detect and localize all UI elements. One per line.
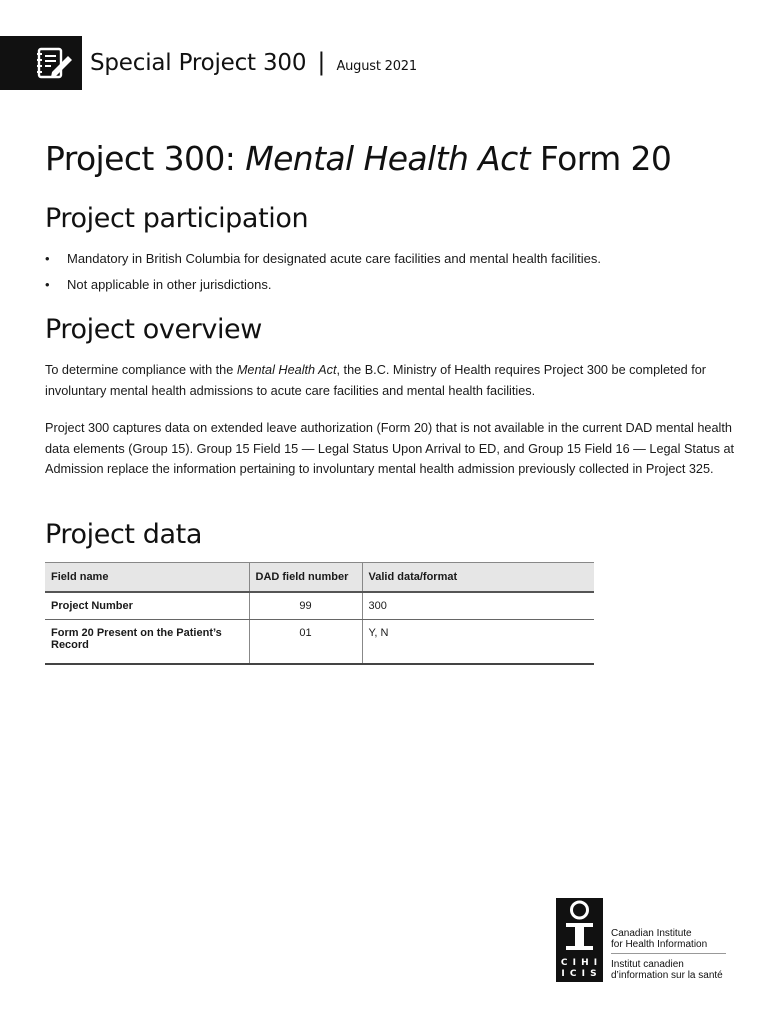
logo-name-en bbox=[611, 928, 729, 950]
logo-divider bbox=[611, 953, 726, 954]
list-item: • Mandatory in British Columbia for designated acute care facilities and mental health facilities. bbox=[45, 251, 601, 277]
logo-abbr-en: C I H I bbox=[560, 958, 599, 968]
header-title: Special Project 300 bbox=[90, 50, 307, 76]
table-cell: Project Number bbox=[45, 592, 249, 620]
title-suffix: Form 20 bbox=[530, 139, 672, 178]
notepad-pen-icon bbox=[34, 45, 74, 81]
p1-italic: Mental Health Act bbox=[236, 363, 337, 377]
table-header-row bbox=[45, 563, 594, 592]
logo-name-fr bbox=[611, 959, 729, 981]
column-header: DAD field number bbox=[249, 563, 362, 592]
overview-heading: Project overview bbox=[45, 314, 262, 345]
table-cell: Y, N bbox=[362, 620, 594, 664]
page-title bbox=[45, 139, 671, 178]
participation-heading: Project participation bbox=[45, 203, 309, 234]
list-item: • Not applicable in other jurisdictions. bbox=[45, 277, 601, 303]
p1-text: To determine compliance with the bbox=[45, 363, 237, 377]
logo-en-line: for Health Information bbox=[611, 939, 708, 950]
logo-en-line: Canadian Institute bbox=[611, 928, 692, 939]
table-row bbox=[45, 592, 594, 620]
table-cell: Form 20 Present on the Patient’s Record bbox=[45, 620, 249, 664]
cihi-figure-icon bbox=[556, 898, 603, 960]
header-date: August 2021 bbox=[336, 59, 417, 74]
table-cell: 01 bbox=[249, 620, 362, 664]
project-data-table bbox=[45, 562, 594, 665]
table-cell: 99 bbox=[249, 592, 362, 620]
header-title-line bbox=[90, 48, 417, 76]
data-heading: Project data bbox=[45, 519, 202, 550]
table-row bbox=[45, 620, 594, 664]
p1-text-after: , the B.C. Ministry of Health requires Project 300 be completed for involuntary mental health admissions to acute care facilities and mental health facilities. bbox=[45, 363, 707, 398]
overview-paragraph-2: Project 300 captures data on extended leave authorization (Form 20) that is not available in the current DAD mental health data elements (Group 15). Group 15 Field 15 — Legal Status Upon Arrival to ED, and Group 15 Field 16 — Legal Status at Admission replace the information pertaining to involuntary mental health admission previously collected in Project 325. bbox=[45, 421, 735, 476]
participation-list bbox=[45, 251, 601, 303]
logo-abbr-fr: I C I S bbox=[561, 969, 598, 979]
overview-paragraph-1 bbox=[45, 360, 735, 401]
header-separator: | bbox=[317, 48, 326, 76]
logo-fr-line: Institut canadien bbox=[611, 959, 684, 970]
logo-fr-line: d’information sur la santé bbox=[611, 970, 723, 981]
cihi-logo bbox=[556, 898, 736, 982]
column-header: Valid data/format bbox=[362, 563, 594, 592]
page-header bbox=[0, 36, 770, 90]
cihi-logo-mark bbox=[556, 898, 603, 982]
header-icon-box bbox=[0, 36, 82, 90]
table-cell: 300 bbox=[362, 592, 594, 620]
title-prefix: Project 300: bbox=[45, 139, 246, 178]
title-italic: Mental Health Act bbox=[245, 139, 531, 178]
column-header: Field name bbox=[45, 563, 249, 592]
